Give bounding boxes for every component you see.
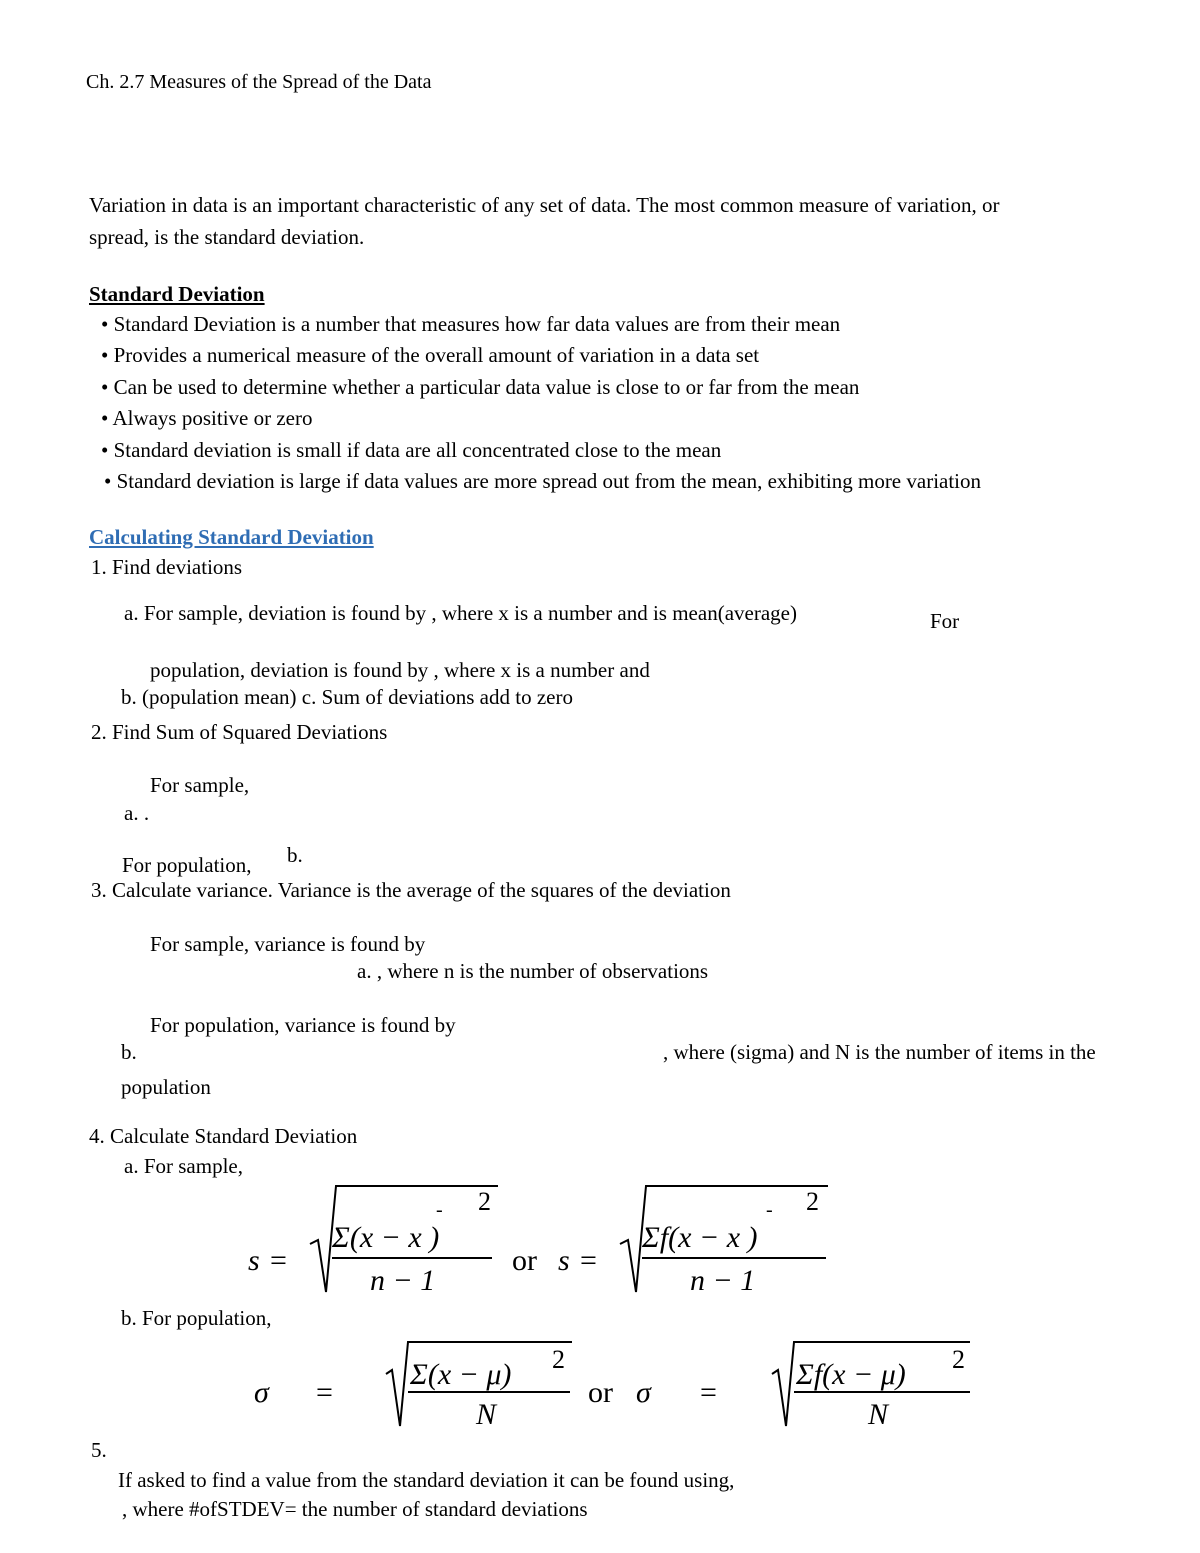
sd-bullet: • Standard deviation is large if data values are more spread out from the mean, exhibiting more variation	[104, 469, 982, 493]
pop-numerator: Σ(x − μ)	[410, 1358, 512, 1391]
equals-sign: =	[580, 1244, 597, 1277]
sd-bullet: • Standard Deviation is a number that measures how far data values are from their mean	[101, 312, 841, 336]
sd-bullet: • Always positive or zero	[101, 406, 313, 430]
sd-bullet: • Provides a numerical measure of the overall amount of variation in a data set	[101, 343, 760, 367]
step-3-b-right: , where (sigma) and N is the number of items in the	[663, 1040, 1096, 1064]
sample-freq-numerator: Σf(x − x )	[642, 1221, 758, 1254]
step-1b-line1: population, deviation is found by , where x is a number and	[150, 658, 650, 682]
pop-denominator: N	[476, 1398, 497, 1431]
sd-bullet: • Standard deviation is small if data are all concentrated close to the mean	[101, 438, 722, 462]
or-text: or	[512, 1244, 537, 1277]
step-3-pop: For population, variance is found by	[150, 1013, 456, 1037]
population-sd-formula-svg	[240, 1330, 1000, 1440]
xbar-bar: -	[766, 1199, 773, 1221]
or-text: or	[588, 1376, 613, 1409]
step-3-b-population: population	[121, 1075, 211, 1099]
square-exponent: 2	[552, 1345, 565, 1374]
step-4: 4. Calculate Standard Deviation	[89, 1124, 358, 1148]
step-1: 1. Find deviations	[91, 555, 243, 579]
step-4-b: b. For population,	[121, 1306, 272, 1330]
population-sd-formula	[240, 1330, 1000, 1440]
step-5: 5.	[91, 1438, 107, 1462]
s-symbol: s	[248, 1244, 260, 1277]
step-5-line2: , where #ofSTDEV= the number of standard deviations	[122, 1497, 588, 1521]
square-exponent: 2	[478, 1187, 491, 1216]
step-2-b: b.	[287, 843, 303, 867]
pop-denominator: N	[868, 1398, 889, 1431]
sample-numerator: Σ(x − x )	[332, 1221, 440, 1254]
equals-sign: =	[316, 1376, 333, 1409]
square-exponent: 2	[806, 1187, 819, 1216]
sample-denominator: n − 1	[370, 1264, 436, 1297]
xbar-bar: -	[436, 1199, 443, 1221]
sample-sd-formula-svg	[240, 1180, 840, 1300]
step-4-a: a. For sample,	[124, 1154, 243, 1178]
square-exponent: 2	[952, 1345, 965, 1374]
step-1a: a. For sample, deviation is found by , where x is a number and is mean(average)	[124, 601, 797, 625]
equals-sign: =	[270, 1244, 287, 1277]
sigma-symbol: σ	[636, 1376, 651, 1409]
sd-bullet: • Can be used to determine whether a particular data value is close to or far from the mean	[101, 375, 860, 399]
step-2-pop: For population,	[122, 853, 252, 877]
intro-line-2: spread, is the standard deviation.	[89, 225, 365, 249]
step-2-sample: For sample,	[150, 773, 250, 797]
pop-freq-numerator: Σf(x − μ)	[796, 1358, 906, 1391]
s-symbol: s	[558, 1244, 570, 1277]
sample-denominator: n − 1	[690, 1264, 756, 1297]
step-2: 2. Find Sum of Squared Deviations	[91, 720, 388, 744]
step-3-sample: For sample, variance is found by	[150, 932, 426, 956]
step-1a-for: For	[930, 609, 960, 633]
step-3: 3. Calculate variance. Variance is the average of the squares of the deviation	[91, 878, 731, 902]
page-header: Ch. 2.7 Measures of the Spread of the Data	[86, 71, 432, 93]
intro-line-1: Variation in data is an important characteristic of any set of data. The most common measure of variation, or	[89, 193, 1000, 217]
sd-section-title: Standard Deviation	[89, 282, 265, 306]
sample-sd-formula	[240, 1180, 840, 1300]
step-3-b: b.	[121, 1040, 137, 1064]
step-3-a: a. , where n is the number of observations	[357, 959, 709, 983]
step-5-line1: If asked to find a value from the standard deviation it can be found using,	[118, 1468, 735, 1492]
step-1b-line2: b. (population mean) c. Sum of deviations add to zero	[121, 685, 573, 709]
equals-sign: =	[700, 1376, 717, 1409]
step-2-a: a. .	[124, 801, 150, 825]
calc-section-link[interactable]: Calculating Standard Deviation	[89, 525, 374, 549]
sigma-symbol: σ	[254, 1376, 269, 1409]
